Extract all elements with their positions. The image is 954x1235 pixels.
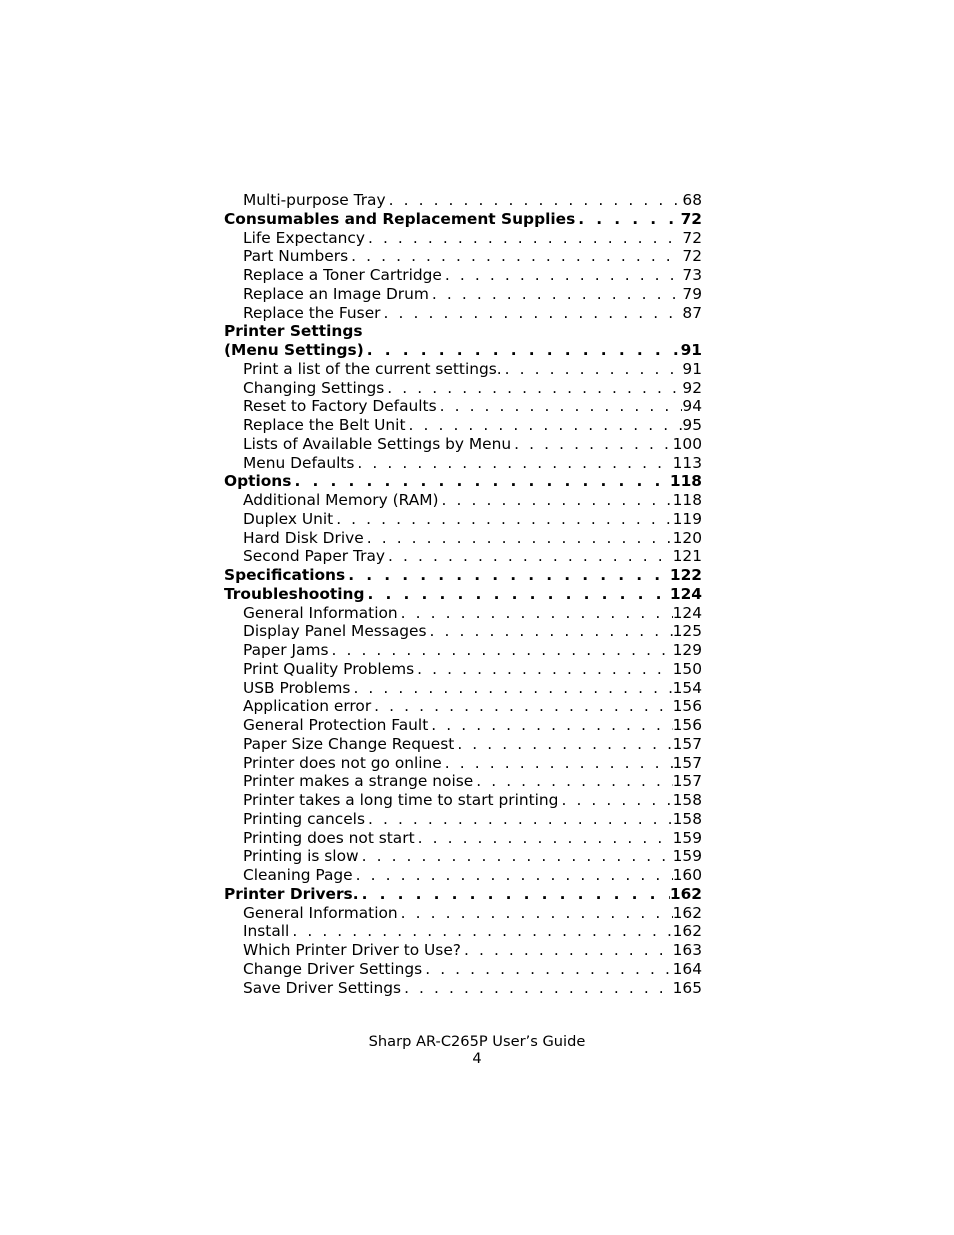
toc-subentry[interactable]	[224, 979, 702, 998]
toc-subentry[interactable]	[224, 810, 702, 829]
toc-entry-page: 164	[672, 959, 702, 978]
dot-leader	[442, 754, 673, 773]
footer-guide-title: Sharp AR-C265P User’s Guide	[368, 1033, 586, 1050]
toc-entry-page: 162	[669, 884, 702, 903]
dot-leader	[289, 922, 672, 941]
toc-entry-title: Which Printer Driver to Use?	[243, 941, 461, 959]
toc-entry-page: 129	[672, 641, 702, 659]
toc-entry-title: Consumables and Replacement Supplies	[224, 209, 576, 228]
dot-leader	[371, 697, 672, 716]
toc-entry-page: 91	[682, 359, 702, 378]
toc-subentry[interactable]	[224, 847, 702, 866]
toc-subentry[interactable]	[224, 754, 702, 773]
dot-leader	[359, 885, 670, 904]
toc-subentry[interactable]	[224, 247, 702, 266]
toc-entry-title: Paper Jams	[243, 641, 329, 659]
dot-leader	[427, 622, 673, 641]
toc-entry-title: Hard Disk Drive	[243, 528, 364, 547]
toc-subentry[interactable]	[224, 360, 702, 379]
toc-entry-page: 91	[680, 341, 702, 359]
toc-subentry[interactable]	[224, 397, 702, 416]
dot-leader	[454, 735, 672, 754]
toc-section-entry[interactable]	[224, 566, 702, 585]
dot-leader	[364, 341, 681, 360]
toc-entry-page: 72	[682, 247, 702, 266]
toc-subentry[interactable]	[224, 791, 702, 810]
toc-subentry[interactable]	[224, 735, 702, 754]
toc-subentry[interactable]	[224, 641, 702, 660]
toc-subentry[interactable]	[224, 304, 702, 323]
toc-subentry[interactable]	[224, 454, 702, 473]
toc-subentry[interactable]	[224, 866, 702, 885]
toc-entry-title: Replace an Image Drum	[243, 284, 429, 303]
toc-subentry[interactable]	[224, 660, 702, 679]
toc-entry-page: 119	[672, 509, 702, 528]
dot-leader	[386, 191, 683, 210]
dot-leader	[345, 566, 670, 585]
dot-leader	[502, 360, 683, 379]
dot-leader	[401, 979, 673, 998]
dot-leader	[437, 397, 683, 416]
toc-entry-page: 162	[672, 903, 702, 922]
toc-subentry[interactable]	[224, 435, 702, 454]
dot-leader	[350, 679, 672, 698]
toc-entry-page: 124	[672, 603, 702, 622]
toc-entry-page: 73	[682, 266, 702, 284]
toc-entry-title: (Menu Settings)	[224, 341, 364, 359]
toc-entry-page: 157	[672, 772, 702, 791]
toc-entry-title: Reset to Factory Defaults	[243, 397, 437, 416]
toc-section-entry[interactable]	[224, 472, 702, 491]
toc-subentry[interactable]	[224, 716, 702, 735]
toc-entry-title: Replace a Toner Cartridge	[243, 266, 442, 284]
toc-entry-page: 157	[672, 753, 702, 772]
toc-entry-page: 121	[672, 547, 702, 566]
toc-entry-page: 125	[672, 622, 702, 641]
toc-entry-page: 150	[672, 659, 702, 678]
toc-entry-page: 160	[672, 866, 702, 884]
toc-entry-title: Paper Size Change Request	[243, 734, 455, 753]
toc-entry-page: 79	[682, 284, 702, 303]
toc-subentry[interactable]	[224, 960, 702, 979]
toc-entry-title: Change Driver Settings	[243, 959, 423, 978]
dot-leader	[442, 266, 683, 285]
dot-leader	[364, 529, 673, 548]
dot-leader	[439, 491, 673, 510]
dot-leader	[354, 454, 672, 473]
toc-entry-page: 87	[682, 303, 702, 322]
toc-entry-page: 95	[682, 416, 702, 434]
toc-entry-title: Lists of Available Settings by Menu	[243, 434, 512, 453]
toc-entry-page: 156	[672, 716, 702, 734]
toc-entry-title: Cleaning Page	[243, 866, 353, 884]
toc-subentry[interactable]	[224, 622, 702, 641]
toc-entry-title: Save Driver Settings	[243, 978, 402, 997]
dot-leader	[381, 304, 683, 323]
toc-subentry[interactable]	[224, 191, 702, 210]
dot-leader	[365, 810, 673, 829]
toc-subentry[interactable]	[224, 510, 702, 529]
toc-entry-page: 72	[680, 209, 702, 228]
toc-subentry[interactable]	[224, 285, 702, 304]
toc-entry-title: Menu Defaults	[243, 453, 355, 472]
dot-leader	[415, 829, 673, 848]
toc-subentry[interactable]	[224, 547, 702, 566]
toc-entry-title: Changing Settings	[243, 378, 385, 397]
table-of-contents	[224, 191, 702, 997]
toc-entry-page: 159	[672, 847, 702, 866]
toc-entry-title: Specifications	[224, 566, 346, 584]
footer-page-number: 4	[472, 1050, 482, 1067]
toc-entry-title: Replace the Belt Unit	[243, 416, 406, 434]
dot-leader	[414, 660, 672, 679]
dot-leader	[365, 229, 682, 248]
dot-leader	[291, 472, 669, 491]
dot-leader	[405, 416, 682, 435]
toc-entry-title: Additional Memory (RAM)	[243, 491, 439, 509]
toc-entry-page: 122	[669, 566, 702, 584]
toc-entry-title: Multi-purpose Tray	[243, 191, 386, 209]
dot-leader	[398, 604, 673, 623]
toc-entry-page: 162	[672, 922, 702, 941]
dot-leader	[384, 379, 682, 398]
dot-leader	[348, 247, 682, 266]
dot-leader	[333, 510, 672, 529]
toc-entry-page: 163	[672, 941, 702, 959]
toc-entry-page: 120	[672, 528, 702, 547]
toc-subentry[interactable]	[224, 697, 702, 716]
toc-subentry[interactable]	[224, 772, 702, 791]
toc-entry-title: Printer makes a strange noise	[243, 772, 474, 791]
toc-entry-title: Printing does not start	[243, 828, 415, 847]
toc-entry-title: General Information	[243, 603, 398, 622]
toc-section-entry[interactable]	[224, 341, 702, 360]
toc-entry-title: General Protection Fault	[243, 716, 429, 734]
toc-entry-page: 118	[669, 472, 702, 491]
toc-entry-title: Printer does not go online	[243, 753, 442, 772]
dot-leader	[353, 866, 673, 885]
toc-subentry[interactable]	[224, 604, 702, 623]
toc-entry-page: 158	[672, 809, 702, 828]
dot-leader	[328, 641, 672, 660]
toc-entry-title: Life Expectancy	[243, 228, 365, 247]
toc-entry-title: Second Paper Tray	[243, 547, 386, 566]
toc-subentry[interactable]	[224, 829, 702, 848]
toc-entry-page: 157	[672, 734, 702, 753]
toc-entry-title: Replace the Fuser	[243, 303, 381, 322]
dot-leader	[511, 435, 672, 454]
toc-entry-title: Install	[243, 922, 290, 941]
toc-entry-title: USB Problems	[243, 678, 351, 697]
toc-section-entry[interactable]	[224, 210, 702, 229]
toc-entry-title: Options	[224, 472, 292, 491]
toc-subentry[interactable]	[224, 529, 702, 548]
dot-leader	[359, 847, 673, 866]
dot-leader	[575, 210, 680, 229]
dot-leader	[422, 960, 672, 979]
toc-entry-page: 154	[672, 678, 702, 697]
toc-subentry[interactable]	[224, 941, 702, 960]
toc-entry-page: 92	[682, 378, 702, 397]
toc-subentry[interactable]	[224, 266, 702, 285]
toc-entry-title: Part Numbers	[243, 247, 349, 266]
toc-entry-page: 158	[672, 791, 702, 809]
toc-section-entry[interactable]	[224, 585, 702, 604]
toc-entry-page: 94	[682, 397, 702, 416]
dot-leader	[461, 941, 673, 960]
toc-entry-page: 165	[672, 978, 702, 997]
dot-leader	[473, 772, 672, 791]
toc-entry-page: 68	[682, 191, 702, 209]
toc-section-entry[interactable]	[224, 322, 702, 341]
toc-entry-title: Printing is slow	[243, 847, 359, 866]
toc-entry-page: 159	[672, 828, 702, 847]
toc-entry-page: 113	[672, 453, 702, 472]
toc-subentry[interactable]	[224, 416, 702, 435]
toc-subentry[interactable]	[224, 904, 702, 923]
toc-entry-title: Duplex Unit	[243, 509, 334, 528]
toc-subentry[interactable]	[224, 229, 702, 248]
toc-entry-title: Printer takes a long time to start printing	[243, 791, 559, 809]
toc-entry-page: 156	[672, 697, 702, 716]
toc-entry-title: Printer Drivers.	[224, 884, 359, 903]
toc-entry-title: Print Quality Problems	[243, 659, 415, 678]
dot-leader	[365, 585, 670, 604]
toc-entry-page: 100	[672, 434, 702, 453]
toc-entry-title: Application error	[243, 697, 372, 716]
toc-entry-title: Printing cancels	[243, 809, 365, 828]
dot-leader	[385, 547, 673, 566]
toc-entry-title: Print a list of the current settings.	[243, 359, 502, 378]
dot-leader	[428, 716, 672, 735]
toc-subentry[interactable]	[224, 491, 702, 510]
toc-entry-title: Display Panel Messages	[243, 622, 427, 641]
toc-entry-page: 72	[682, 228, 702, 247]
toc-subentry[interactable]	[224, 379, 702, 398]
toc-entry-page: 118	[672, 491, 702, 509]
toc-entry-title: Troubleshooting	[224, 584, 365, 603]
toc-entry-title: General Information	[243, 903, 398, 922]
toc-entry-title: Printer Settings	[224, 322, 363, 341]
dot-leader	[429, 285, 683, 304]
toc-subentry[interactable]	[224, 922, 702, 941]
toc-entry-page: 124	[669, 584, 702, 603]
toc-section-entry[interactable]	[224, 885, 702, 904]
dot-leader	[558, 791, 672, 810]
toc-subentry[interactable]	[224, 679, 702, 698]
dot-leader	[398, 904, 673, 923]
